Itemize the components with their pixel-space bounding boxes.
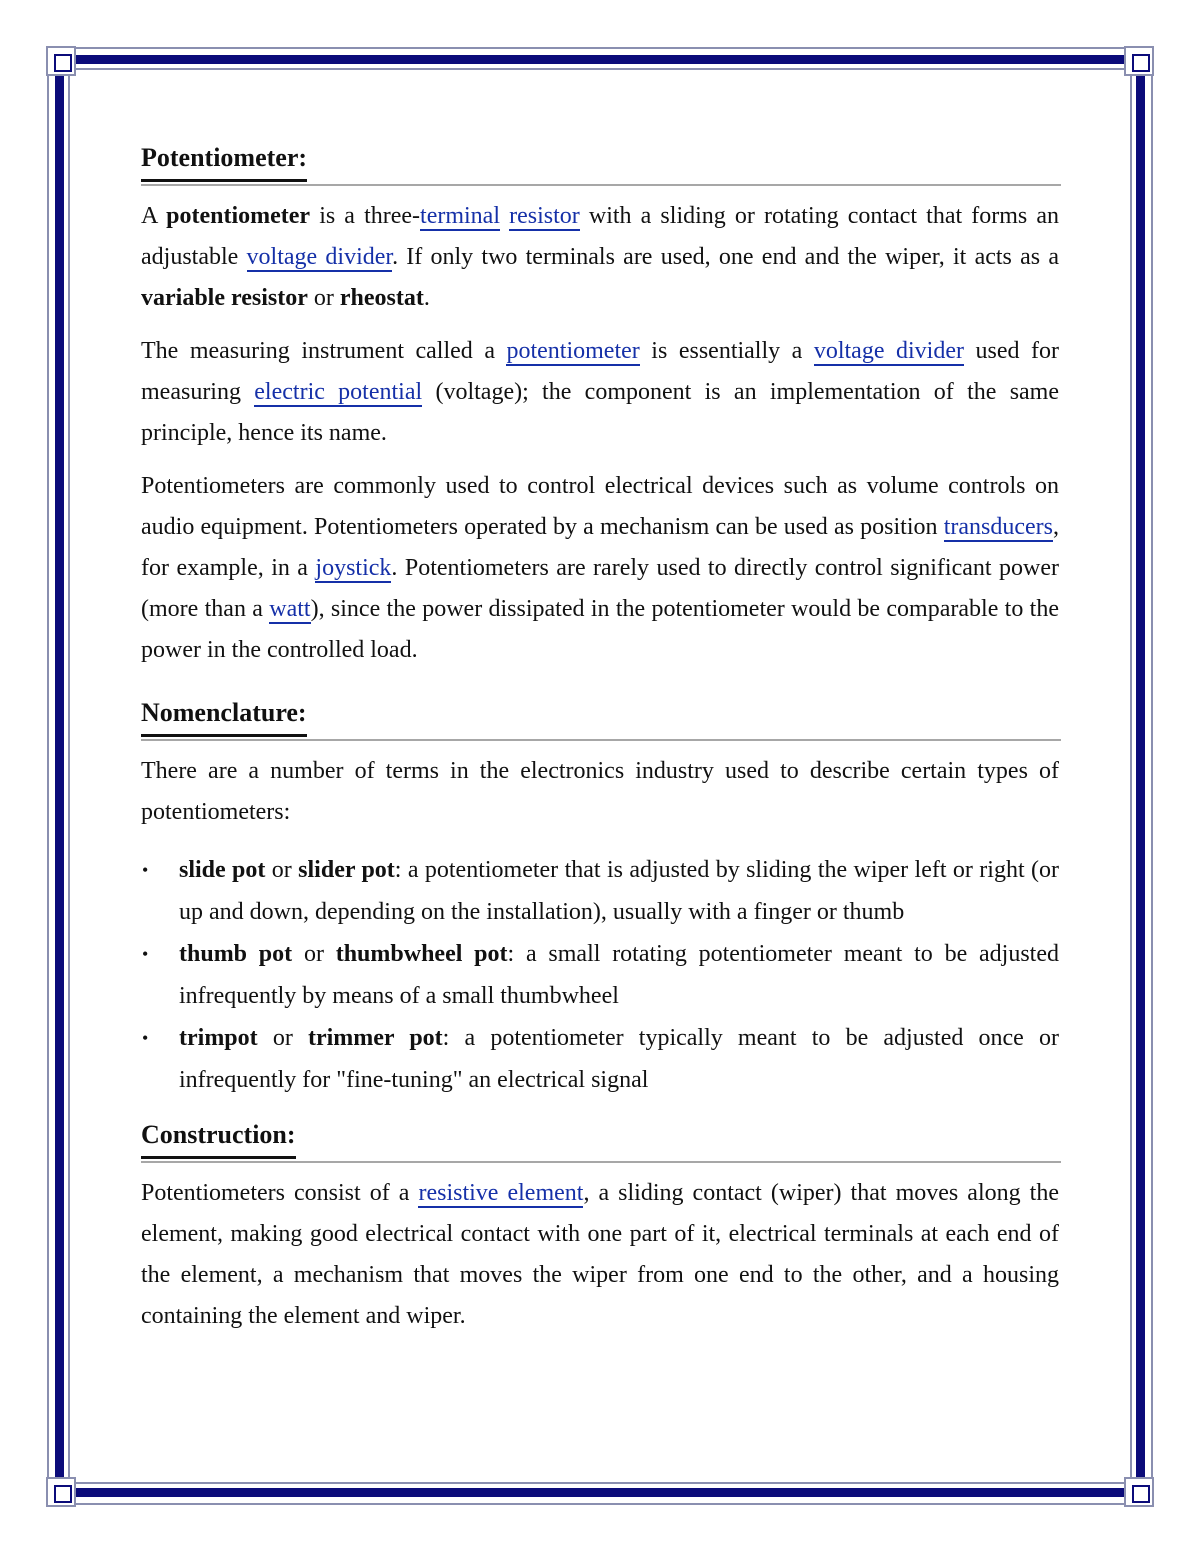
bold-term: rheostat bbox=[339, 285, 424, 311]
corner-ornament bbox=[46, 46, 76, 76]
link-resistive-element[interactable]: resistive element bbox=[418, 1180, 584, 1206]
heading-rule bbox=[141, 1161, 1061, 1163]
document-body bbox=[141, 138, 1059, 1337]
corner-ornament bbox=[46, 1477, 76, 1507]
section-heading-potentiometer: Potentiometer: bbox=[141, 138, 1059, 186]
corner-ornament bbox=[1124, 1477, 1154, 1507]
bullet-icon: • bbox=[142, 1028, 149, 1048]
paragraph: There are a number of terms in the electronics industry used to describe certain types of potentiometers: bbox=[141, 758, 1059, 825]
bold-term: potentiometer bbox=[166, 203, 311, 229]
bullet-icon: • bbox=[142, 944, 149, 964]
section-heading-nomenclature: Nomenclature: bbox=[141, 693, 1059, 741]
link-voltage-divider[interactable]: voltage divider bbox=[246, 244, 393, 270]
paragraph: The measuring instrument called a potentiometer is essentially a voltage divider used for measuring electric potential (voltage); the component is an implementation of the same principle, hence its name. bbox=[141, 338, 1060, 446]
link-potentiometer[interactable]: potentiometer bbox=[506, 338, 640, 364]
bold-term: variable resistor bbox=[141, 285, 308, 311]
list-item: • thumb pot or thumbwheel pot: a small rotating potentiometer meant to be adjusted infrequently by means of a small thumbwheel bbox=[179, 933, 1059, 1017]
bullet-icon: • bbox=[142, 860, 149, 880]
link-voltage-divider[interactable]: voltage divider bbox=[813, 338, 964, 364]
link-terminal[interactable]: terminal bbox=[420, 203, 500, 229]
term-list bbox=[141, 849, 1059, 1101]
link-transducers[interactable]: transducers bbox=[943, 514, 1053, 540]
link-electric-potential[interactable]: electric potential bbox=[254, 379, 423, 405]
link-watt[interactable]: watt bbox=[269, 596, 311, 622]
list-item: • slide pot or slider pot: a potentiometer that is adjusted by sliding the wiper left or right (or up and down, depending on the installation), usually with a finger or thumb bbox=[179, 849, 1059, 933]
paragraph: A potentiometer is a three-terminal resistor with a sliding or rotating contact that forms an adjustable voltage divider. If only two terminals are used, one end and the wiper, it acts as a variable resistor or rheostat. bbox=[141, 203, 1060, 311]
section-heading-construction: Construction: bbox=[141, 1115, 1059, 1163]
heading-rule bbox=[141, 184, 1061, 186]
list-item: • trimpot or trimmer pot: a potentiometer typically meant to be adjusted once or infrequently for "fine-tuning" an electrical signal bbox=[179, 1017, 1059, 1101]
corner-ornament bbox=[1124, 46, 1154, 76]
heading-rule bbox=[141, 739, 1061, 741]
paragraph: Potentiometers consist of a resistive element, a sliding contact (wiper) that moves along the element, making good electrical contact with one part of it, electrical terminals at each end of the element, a mechanism that moves the wiper from one end to the other, and a housing containing the element and wiper. bbox=[141, 1180, 1059, 1329]
link-joystick[interactable]: joystick bbox=[315, 555, 392, 581]
paragraph: Potentiometers are commonly used to control electrical devices such as volume controls on audio equipment. Potentiometers operated by a mechanism can be used as position transducers, for example, in a joystick. Potentiometers are rarely used to directly control significant power (more than a watt), since the power dissipated in the potentiometer would be comparable to the power in the controlled load. bbox=[141, 473, 1059, 663]
link-resistor[interactable]: resistor bbox=[509, 203, 580, 229]
